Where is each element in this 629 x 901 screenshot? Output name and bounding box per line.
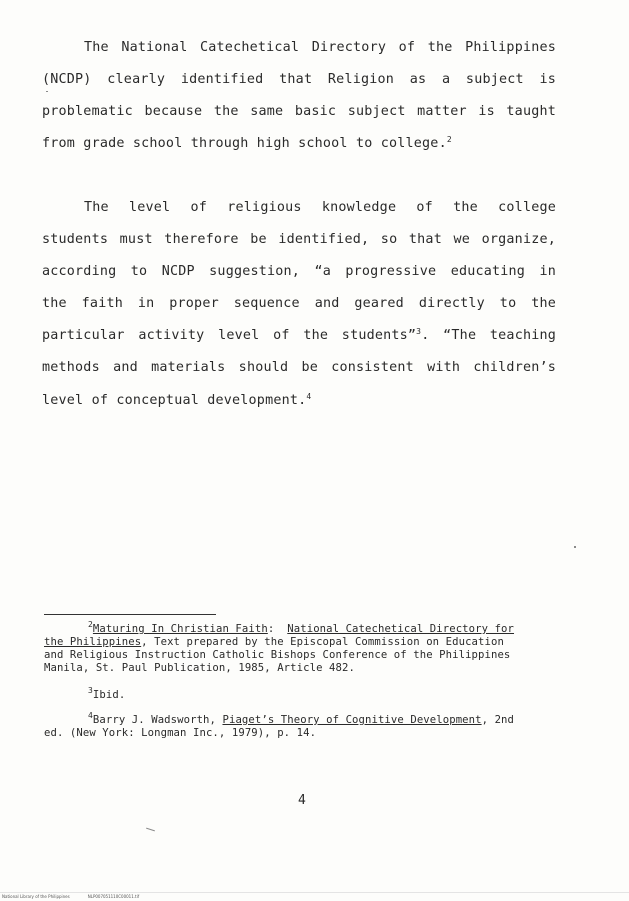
footnote-4-author: Barry J. Wadsworth,: [92, 714, 223, 726]
scan-speck: [574, 546, 576, 548]
para1-line2: (NCDP) clearly identified that Religion as a subject is: [42, 72, 556, 87]
footnote-2-marker: 2: [88, 620, 93, 629]
para2-line5-text-a: particular activity level of the students”: [42, 328, 417, 343]
footnote-3-text: Ibid.: [92, 689, 126, 701]
para1-line1: The National Catechetical Directory of the Philippines: [84, 40, 556, 55]
para2-line5-text-b: . “The teaching: [421, 328, 556, 343]
footnote-4-line2: ed. (New York: Longman Inc., 1979), p. 14.: [44, 727, 317, 739]
footer-library: National Library of the Philippines: [2, 894, 70, 899]
para2-line6: methods and materials should be consistent with children’s: [42, 360, 556, 375]
footnote-2-colon: :: [267, 623, 275, 635]
footnote-ref-3: 3: [416, 327, 422, 336]
footnote-2-line2: [44, 636, 560, 649]
footnote-2-line4: Manila, St. Paul Publication, 1985, Article 482.: [44, 662, 355, 674]
footnote-4-title: Piaget’s Theory of Cognitive Development: [222, 714, 482, 726]
footnote-2-line1: [88, 620, 560, 636]
para2-line7: [42, 393, 556, 409]
footnote-3: [88, 686, 560, 702]
para1-line4: [42, 136, 556, 152]
footnote-ref-2: 2: [446, 135, 452, 144]
para2-line5: [42, 328, 556, 344]
footnote-2-line3: and Religious Instruction Catholic Bishops Conference of the Philippines: [44, 649, 511, 661]
footer-file-id: NLP007051110C00011.tif: [87, 894, 140, 899]
page-number: 4: [298, 793, 306, 808]
para1-line4-text: from grade school through high school to college.: [42, 136, 447, 151]
scan-speck: [146, 828, 155, 832]
scan-speck: [46, 91, 48, 92]
footnote-3-marker: 3: [88, 686, 93, 695]
para2-line4: the faith in proper sequence and geared directly to the: [42, 296, 556, 311]
para2-line1: The level of religious knowledge of the college: [84, 200, 556, 215]
para2-line2: students must therefore be identified, so that we organize,: [42, 232, 556, 247]
para2-line7-text: level of conceptual development.: [42, 393, 307, 408]
para1-line3: problematic because the same basic subject matter is taught: [42, 104, 556, 119]
para2-line3: according to NCDP suggestion, “a progressive educating in: [42, 264, 556, 279]
footnote-2-subtitle-a: National Catechetical Directory for: [287, 623, 515, 635]
footnote-4-line1: [88, 711, 560, 727]
footnote-2-subtitle-b: the Philippines: [44, 636, 142, 648]
footnote-4-rest: , 2nd: [481, 714, 514, 726]
footnote-divider: [44, 614, 216, 615]
footnote-4-marker: 4: [88, 711, 93, 720]
archive-footer: [0, 892, 629, 900]
footnote-2-rest: , Text prepared by the Episcopal Commission on Education: [141, 636, 504, 648]
footnote-ref-4: 4: [306, 392, 312, 401]
footnote-2-title: Maturing In Christian Faith: [92, 623, 268, 635]
